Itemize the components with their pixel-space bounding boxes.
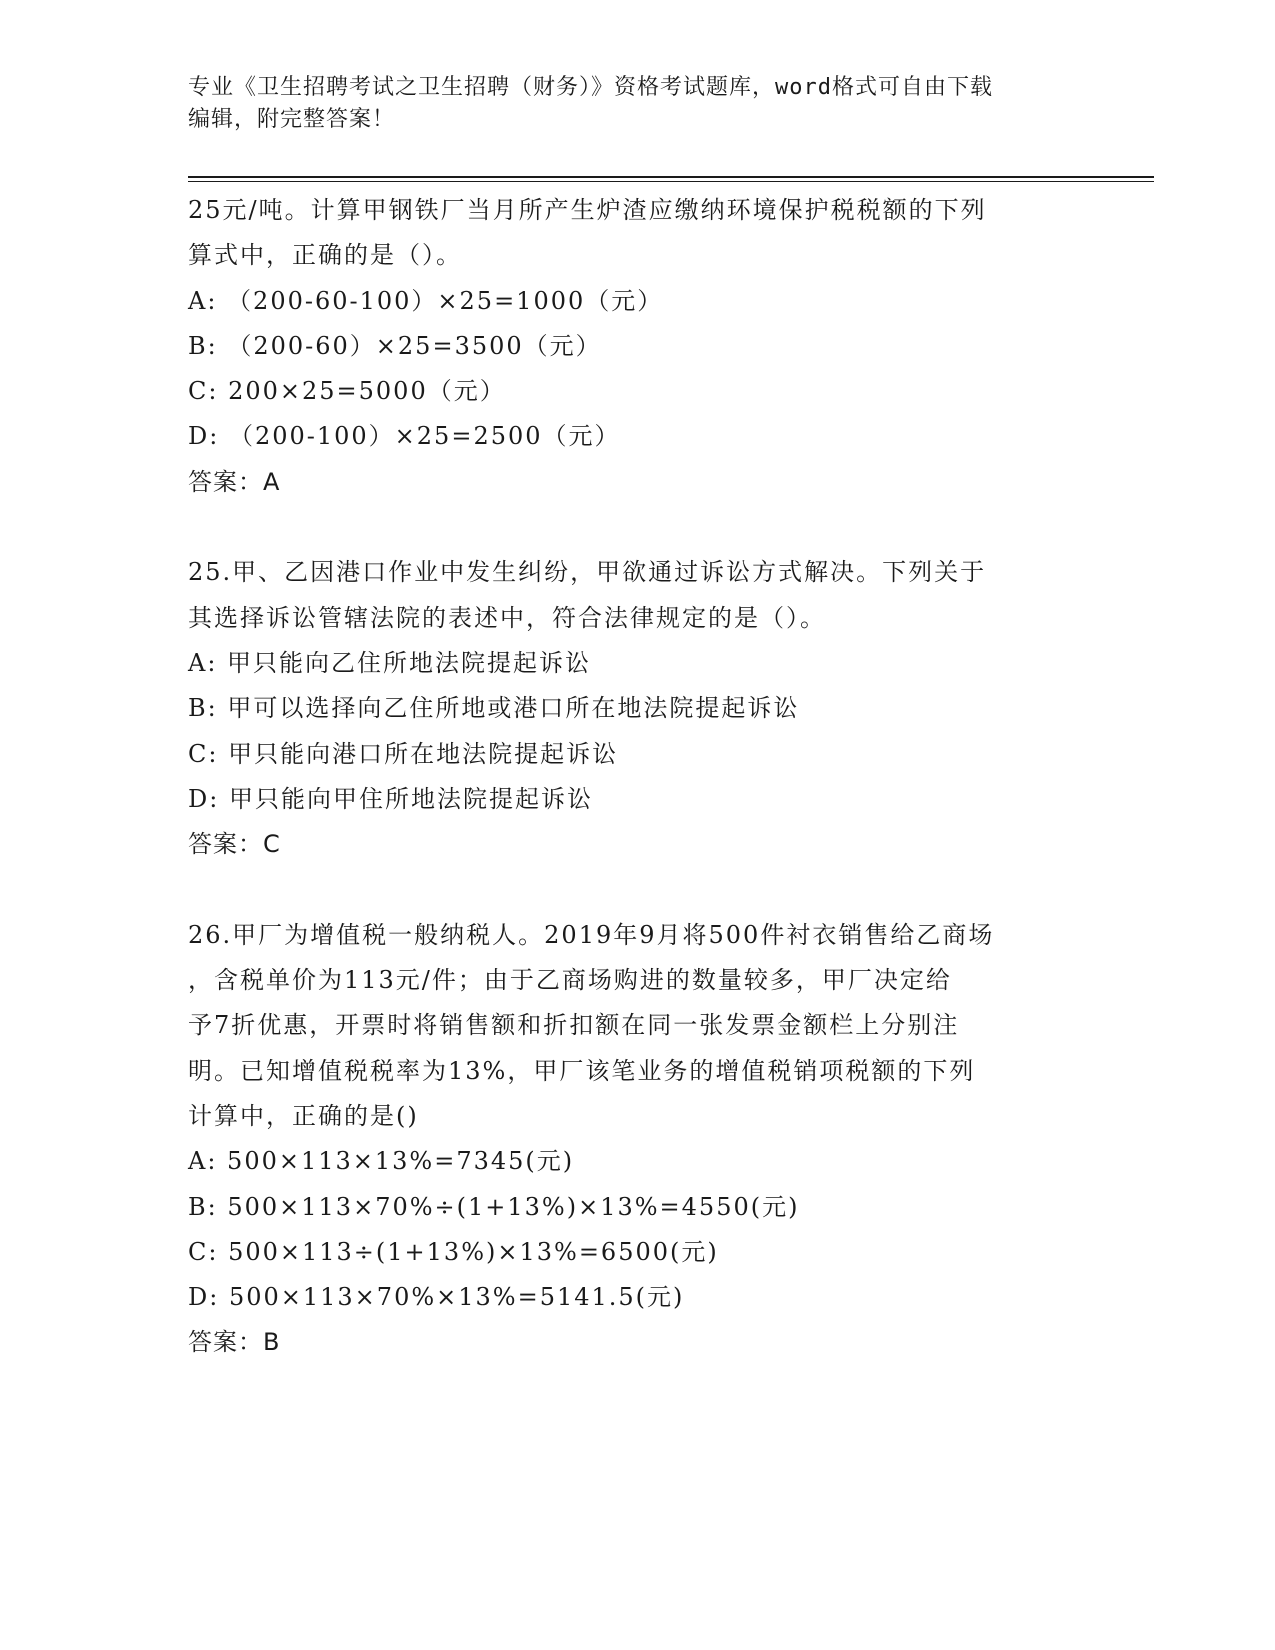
answer-line: 答案：A <box>188 467 281 496</box>
option-b: B: （200-60）×25=3500（元） <box>188 331 602 360</box>
question-block-26 <box>188 913 1088 1366</box>
question-list <box>188 188 1088 1366</box>
question-text-line: 予7折优惠，开票时将销售额和折扣额在同一张发票金额栏上分别注 <box>188 1011 960 1040</box>
answer-line: 答案：C <box>188 830 281 859</box>
header-divider-thin <box>188 181 1154 182</box>
question-text-line: ，含税单价为113元/件；由于乙商场购进的数量较多，甲厂决定给 <box>188 966 952 995</box>
option-b: B: 500×113×70%÷(1+13%)×13%=4550(元) <box>188 1192 800 1221</box>
header-line-2: 编辑，附完整答案！ <box>188 107 396 132</box>
option-d: D: （200-100）×25=2500（元） <box>188 422 621 451</box>
option-a: A: 甲只能向乙住所地法院提起诉讼 <box>188 648 592 677</box>
question-text-line: 25元/吨。计算甲钢铁厂当月所产生炉渣应缴纳环境保护税税额的下列 <box>188 196 987 224</box>
option-d: D: 甲只能向甲住所地法院提起诉讼 <box>188 784 593 813</box>
option-c: C: 甲只能向港口所在地法院提起诉讼 <box>188 739 619 768</box>
option-a: A: 500×113×13%=7345(元) <box>188 1147 575 1176</box>
header-divider-thick <box>188 176 1154 178</box>
answer-line: 答案：B <box>188 1328 281 1357</box>
spacer <box>188 867 1088 912</box>
question-text-line: 其选择诉讼管辖法院的表述中，符合法律规定的是（）。 <box>188 603 826 632</box>
question-text-line: 26.甲厂为增值税一般纳税人。2019年9月将500件衬衣销售给乙商场 <box>188 920 995 949</box>
header-line-1: 专业《卫生招聘考试之卫生招聘（财务）》资格考试题库，word格式可自由下载 <box>188 75 993 100</box>
option-a: A: （200-60-100）×25=1000（元） <box>188 286 664 315</box>
document-header <box>188 72 1088 136</box>
question-text-line: 算式中，正确的是（）。 <box>188 241 462 270</box>
option-c: C: 200×25=5000（元） <box>188 377 506 406</box>
question-text-line: 25.甲、乙因港口作业中发生纠纷，甲欲通过诉讼方式解决。下列关于 <box>188 558 987 587</box>
question-block-25 <box>188 550 1088 867</box>
option-c: C: 500×113÷(1+13%)×13%=6500(元) <box>188 1237 719 1266</box>
spacer <box>188 505 1088 550</box>
option-d: D: 500×113×70%×13%=5141.5(元) <box>188 1283 685 1312</box>
option-b: B: 甲可以选择向乙住所地或港口所在地法院提起诉讼 <box>188 694 800 723</box>
question-text-line: 计算中，正确的是() <box>188 1101 419 1130</box>
question-text-line: 明。已知增值税税率为13%，甲厂该笔业务的增值税销项税额的下列 <box>188 1056 976 1085</box>
question-block-prev <box>188 188 1088 505</box>
